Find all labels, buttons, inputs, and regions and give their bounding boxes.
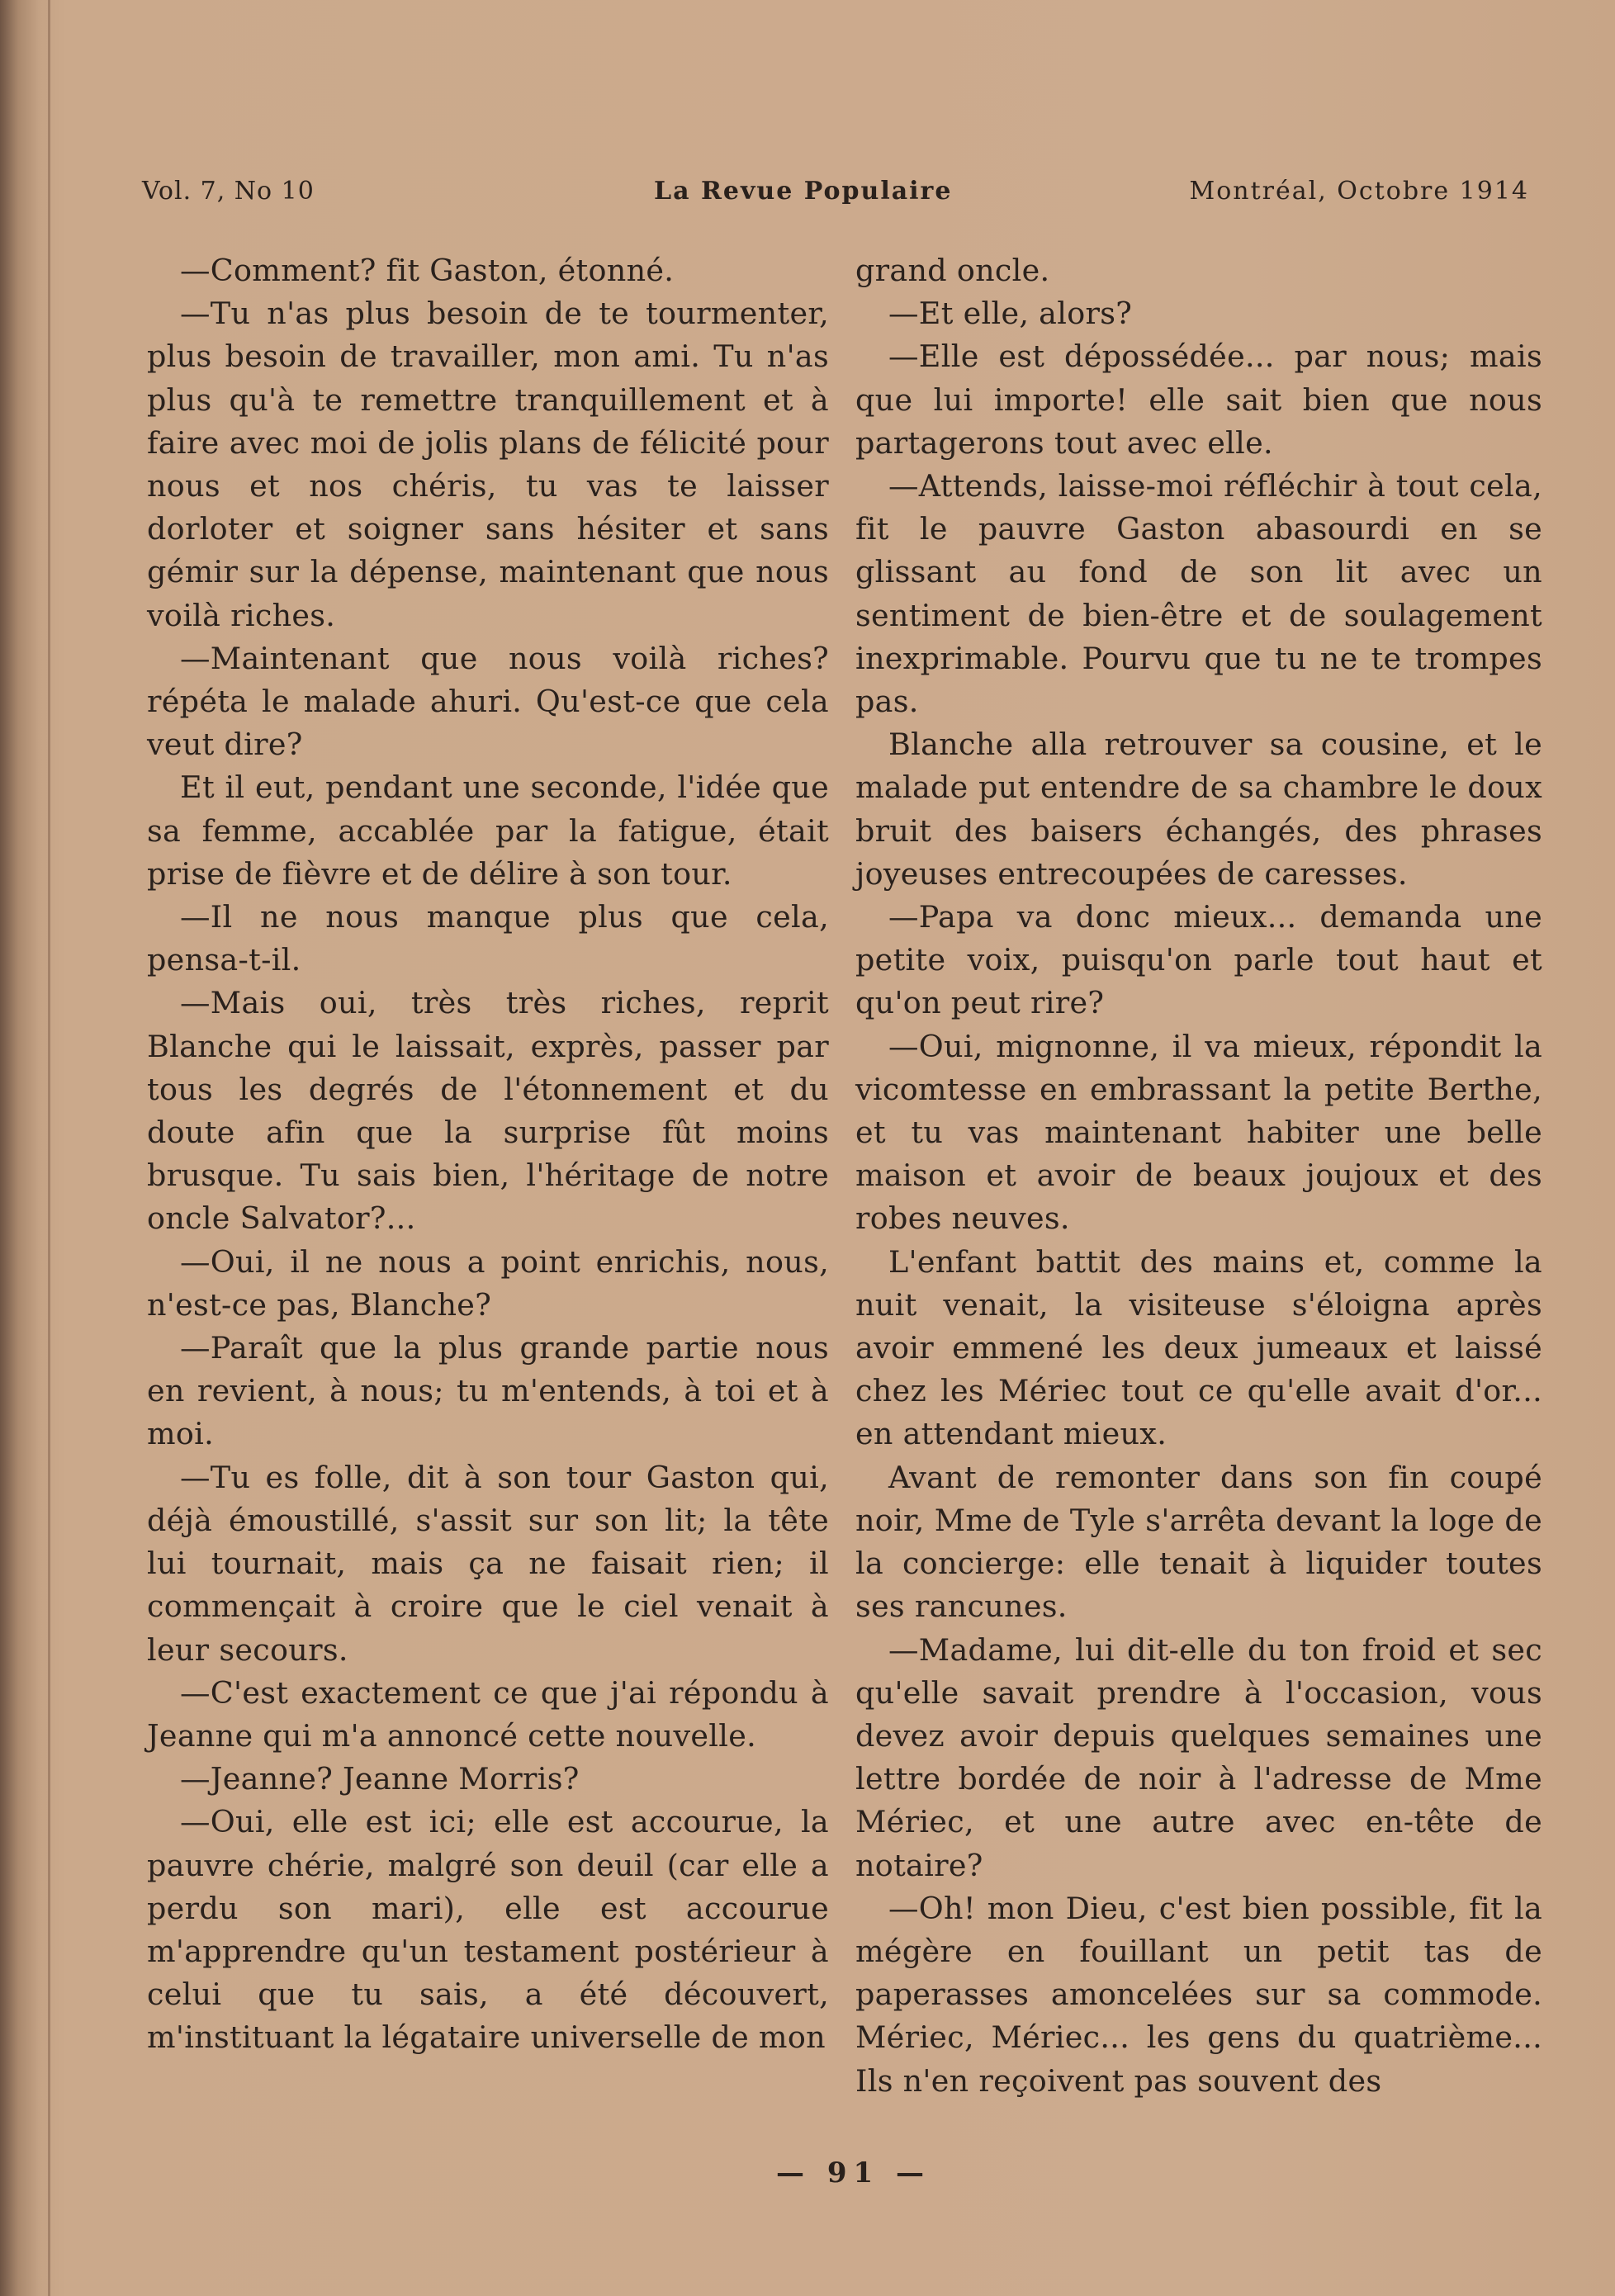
paragraph: Avant de remonter dans son fin coupé noir, Mme de Tyle s'arrêta devant la loge de la concierge: elle tenait à liquider toutes ses rancunes. — [855, 1459, 1542, 1625]
paragraph: —Oui, elle est ici; elle est accourue, la pauvre chérie, malgré son deuil (car elle a perdu son mari), elle est accourue m'apprendre qu'un testament postérieur à celui que tu sais, a été découvert, m'instituant la légataire universelle de mon — [147, 1804, 829, 2056]
paragraph: —Et elle, alors? — [888, 296, 1133, 332]
paragraph: —Oh! mon Dieu, c'est bien possible, fit la mégère en fouillant un petit tas de paperasses amoncelées sur sa commode. Mériec, Mériec... les gens du quatrième... Ils n'en reçoivent pas souvent des — [855, 1890, 1542, 2099]
right-column — [855, 249, 1542, 2103]
paragraph: —Tu n'as plus besoin de te tourmenter, plus besoin de travailler, mon ami. Tu n'as plus qu'à te remettre tranquillement et à faire avec moi de jolis plans de félicité pour nous et nos chéris, tu vas te laisser dorloter et soigner sans hésiter et sans gémir sur la dépense, maintenant que nous voilà riches. — [147, 296, 829, 633]
paragraph: Et il eut, pendant une seconde, l'idée que sa femme, accablée par la fatigue, était prise de fièvre et de délire à son tour. — [147, 769, 829, 892]
paragraph: —Madame, lui dit-elle du ton froid et sec qu'elle savait prendre à l'occasion, vous devez avoir depuis quelques semaines une lettre bordée de noir à l'adresse de Mme Mériec, et une autre avec en-tête de notaire? — [855, 1631, 1542, 1883]
paragraph: —Oui, il ne nous a point enrichis, nous, n'est-ce pas, Blanche? — [147, 1243, 829, 1323]
paragraph: —Il ne nous manque plus que cela, pensa-t-il. — [147, 899, 829, 978]
paragraph: —Maintenant que nous voilà riches? répéta le malade ahuri. Qu'est-ce que cela veut dire? — [147, 640, 829, 763]
paragraph: —C'est exactement ce que j'ai répondu à Jeanne qui m'a annoncé cette nouvelle. — [147, 1674, 829, 1754]
paragraph: —Jeanne? Jeanne Morris? — [180, 1761, 580, 1797]
paragraph: —Oui, mignonne, il va mieux, répondit la vicomtesse en embrassant la petite Berthe, et tu vas maintenant habiter une belle maison et avoir de beaux joujoux et des robes neuves. — [855, 1028, 1542, 1237]
page-number: — 91 — — [776, 2156, 931, 2189]
paragraph: —Mais oui, très très riches, reprit Blanche qui le laissait, exprès, passer par tous les degrés de l'étonnement et du doute afin que la surprise fût moins brusque. Tu sais bien, l'héritage de notre oncle Salvator?... — [147, 985, 829, 1237]
paragraph-continuation: grand oncle. — [855, 253, 1050, 288]
paragraph: —Comment? fit Gaston, étonné. — [180, 253, 675, 288]
paragraph: Blanche alla retrouver sa cousine, et le malade put entendre de sa chambre le doux bruit des baisers échangés, des phrases joyeuses entrecoupées de caresses. — [855, 727, 1542, 892]
paragraph: —Elle est dépossédée... par nous; mais que lui importe! elle sait bien que nous partagerons tout avec elle. — [855, 338, 1542, 461]
journal-title: La Revue Populaire — [654, 177, 953, 206]
running-header — [142, 177, 1529, 216]
paragraph: —Papa va donc mieux... demanda une petite voix, puisqu'on parle tout haut et qu'on peut rire? — [855, 899, 1542, 1021]
left-column — [147, 249, 829, 2060]
paragraph: —Attends, laisse-moi réfléchir à tout cela, fit le pauvre Gaston abasourdi en se glissant au fond de son lit avec un sentiment de bien-être et de soulagement inexprimable. Pourvu que tu ne te trompes pas. — [855, 468, 1542, 720]
paragraph: —Tu es folle, dit à son tour Gaston qui, déjà émoustillé, s'assit sur son lit; la tête lui tournait, mais ça ne faisait rien; il commençait à croire que le ciel venait à leur secours. — [147, 1459, 829, 1668]
paragraph: —Paraît que la plus grande partie nous en revient, à nous; tu m'entends, à toi et à moi. — [147, 1330, 829, 1452]
binding-gutter — [48, 0, 50, 2296]
volume-number: Vol. 7, No 10 — [142, 177, 315, 206]
paragraph: L'enfant battit des mains et, comme la nuit venait, la visiteuse s'éloigna après avoir emmené les deux jumeaux et laissé chez les Mériec tout ce qu'elle avait d'or... en attendant mieux. — [855, 1243, 1542, 1452]
issue-date: Montréal, Octobre 1914 — [1189, 177, 1529, 206]
